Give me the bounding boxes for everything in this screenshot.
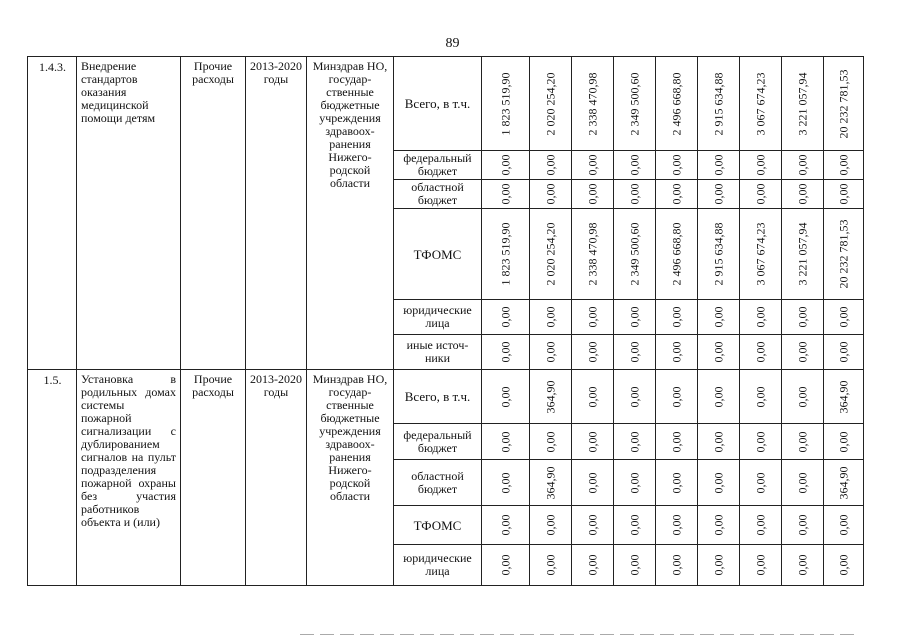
value-text: 0,00 [795, 341, 809, 363]
value-text: 0,00 [627, 341, 641, 363]
value-text: 0,00 [669, 431, 683, 452]
total-value-cell [824, 300, 864, 335]
year-value-cell [740, 506, 782, 545]
value-text: 0,00 [543, 154, 557, 176]
total-value-cell [824, 460, 864, 506]
total-value-cell [824, 209, 864, 300]
year-value-cell [656, 180, 698, 209]
year-value-cell [698, 300, 740, 335]
year-value-cell [698, 506, 740, 545]
value-text: 0,00 [711, 431, 725, 452]
year-value-cell [572, 424, 614, 460]
year-value-cell [614, 300, 656, 335]
implementation-period: 2013-2020 годы [246, 57, 307, 370]
item-number: 1.5. [28, 370, 77, 586]
year-value-cell [656, 370, 698, 424]
year-value-cell [782, 545, 824, 586]
year-value-cell [572, 335, 614, 370]
year-value-cell [530, 545, 572, 586]
value-text: 0,00 [543, 514, 557, 536]
year-value-cell [614, 180, 656, 209]
year-value-cell [782, 335, 824, 370]
executor: Минздрав НО, государ-ственные бюджетные учреждения здравоох-ранения Нижего-родской области [307, 57, 394, 370]
value-text: 0,00 [498, 514, 512, 536]
value-text: 364,90 [543, 466, 557, 499]
table-row [28, 57, 864, 151]
year-value-cell [614, 335, 656, 370]
year-value-cell [572, 370, 614, 424]
funding-source: юридические лица [394, 300, 482, 335]
item-name: Внедрение стандартов оказания медицинской помощи детям [77, 57, 181, 370]
value-text: 0,00 [585, 514, 599, 536]
year-value-cell [614, 151, 656, 180]
year-value-cell [698, 460, 740, 506]
value-text: 0,00 [585, 306, 599, 328]
year-value-cell [698, 424, 740, 460]
year-value-cell [482, 151, 530, 180]
year-value-cell [530, 335, 572, 370]
item-number: 1.4.3. [28, 57, 77, 370]
value-text: 20 232 781,53 [836, 219, 850, 289]
total-value-cell [824, 370, 864, 424]
year-value-cell [614, 370, 656, 424]
year-value-cell [482, 57, 530, 151]
year-value-cell [530, 460, 572, 506]
year-value-cell [656, 460, 698, 506]
value-text: 0,00 [498, 431, 512, 452]
value-text: 0,00 [585, 154, 599, 176]
value-text: 2 496 668,80 [669, 72, 683, 135]
value-text: 0,00 [711, 386, 725, 407]
year-value-cell [572, 180, 614, 209]
value-text: 1 823 519,90 [498, 222, 512, 286]
year-value-cell [572, 300, 614, 335]
value-text: 0,00 [795, 431, 809, 452]
total-value-cell [824, 151, 864, 180]
value-text: 2 915 634,88 [711, 222, 725, 286]
year-value-cell [572, 57, 614, 151]
year-value-cell [740, 545, 782, 586]
value-text: 0,00 [669, 554, 683, 576]
funding-source: юридические лица [394, 545, 482, 586]
value-text: 0,00 [836, 341, 850, 363]
value-text: 0,00 [711, 554, 725, 576]
year-value-cell [656, 151, 698, 180]
year-value-cell [782, 424, 824, 460]
value-text: 0,00 [711, 341, 725, 363]
funding-source: ТФОМС [394, 209, 482, 300]
value-text: 0,00 [669, 341, 683, 363]
year-value-cell [656, 506, 698, 545]
value-text: 0,00 [753, 154, 767, 176]
value-text: 0,00 [669, 472, 683, 493]
year-value-cell [614, 424, 656, 460]
total-value-cell [824, 506, 864, 545]
value-text: 0,00 [498, 306, 512, 328]
value-text: 0,00 [836, 554, 850, 576]
value-text: 0,00 [753, 183, 767, 205]
value-text: 0,00 [585, 431, 599, 452]
year-value-cell [740, 460, 782, 506]
value-text: 0,00 [753, 386, 767, 407]
funding-source: областной бюджет [394, 460, 482, 506]
value-text: 2 338 470,98 [585, 222, 599, 286]
year-value-cell [656, 57, 698, 151]
year-value-cell [698, 209, 740, 300]
year-value-cell [698, 57, 740, 151]
year-value-cell [614, 57, 656, 151]
value-text: 0,00 [627, 306, 641, 328]
value-text: 0,00 [753, 554, 767, 576]
year-value-cell [782, 151, 824, 180]
funding-source: областной бюджет [394, 180, 482, 209]
value-text: 2 915 634,88 [711, 72, 725, 135]
year-value-cell [740, 180, 782, 209]
value-text: 2 349 500,60 [627, 222, 641, 286]
value-text: 0,00 [836, 514, 850, 536]
value-text: 0,00 [627, 183, 641, 205]
year-value-cell [530, 180, 572, 209]
value-text: 0,00 [585, 472, 599, 493]
year-value-cell [740, 300, 782, 335]
total-value-cell [824, 424, 864, 460]
value-text: 2 338 470,98 [585, 72, 599, 135]
value-text: 0,00 [795, 154, 809, 176]
value-text: 0,00 [669, 306, 683, 328]
value-text: 0,00 [669, 514, 683, 536]
year-value-cell [740, 370, 782, 424]
executor: Минздрав НО, государ-ственные бюджетные учреждения здравоох-ранения Нижего-родской области [307, 370, 394, 586]
total-value-cell [824, 335, 864, 370]
value-text: 0,00 [498, 341, 512, 363]
year-value-cell [698, 151, 740, 180]
year-value-cell [698, 335, 740, 370]
year-value-cell [656, 335, 698, 370]
budget-table [27, 56, 864, 586]
value-text: 0,00 [543, 306, 557, 328]
year-value-cell [782, 460, 824, 506]
year-value-cell [482, 424, 530, 460]
year-value-cell [698, 545, 740, 586]
value-text: 0,00 [753, 431, 767, 452]
year-value-cell [482, 209, 530, 300]
value-text: 0,00 [543, 183, 557, 205]
value-text: 0,00 [836, 431, 850, 452]
value-text: 364,90 [836, 380, 850, 413]
value-text: 0,00 [711, 514, 725, 536]
value-text: 0,00 [627, 386, 641, 407]
year-value-cell [656, 424, 698, 460]
value-text: 0,00 [627, 554, 641, 576]
value-text: 0,00 [753, 472, 767, 493]
total-value-cell [824, 180, 864, 209]
value-text: 0,00 [627, 154, 641, 176]
value-text: 0,00 [711, 154, 725, 176]
funding-source: федеральный бюджет [394, 424, 482, 460]
funding-source: ТФОМС [394, 506, 482, 545]
value-text: 0,00 [585, 386, 599, 407]
value-text: 0,00 [795, 183, 809, 205]
value-text: 364,90 [836, 466, 850, 499]
value-text: 0,00 [753, 514, 767, 536]
year-value-cell [656, 209, 698, 300]
value-text: 0,00 [498, 554, 512, 576]
value-text: 0,00 [627, 472, 641, 493]
year-value-cell [782, 209, 824, 300]
year-value-cell [482, 370, 530, 424]
expense-type: Прочие расходы [181, 57, 246, 370]
year-value-cell [698, 180, 740, 209]
year-value-cell [530, 151, 572, 180]
value-text: 0,00 [498, 154, 512, 176]
value-text: 0,00 [498, 472, 512, 493]
value-text: 2 020 254,20 [543, 222, 557, 286]
value-text: 0,00 [795, 554, 809, 576]
year-value-cell [782, 57, 824, 151]
year-value-cell [740, 335, 782, 370]
value-text: 2 020 254,20 [543, 72, 557, 135]
value-text: 0,00 [669, 183, 683, 205]
value-text: 0,00 [836, 154, 850, 176]
year-value-cell [482, 180, 530, 209]
year-value-cell [572, 545, 614, 586]
scan-artifact-line [300, 634, 860, 635]
year-value-cell [530, 57, 572, 151]
value-text: 0,00 [543, 554, 557, 576]
value-text: 3 221 057,94 [795, 222, 809, 286]
funding-source: федеральный бюджет [394, 151, 482, 180]
value-text: 0,00 [753, 341, 767, 363]
year-value-cell [482, 460, 530, 506]
value-text: 0,00 [711, 306, 725, 328]
year-value-cell [740, 424, 782, 460]
funding-source: Всего, в т.ч. [394, 57, 482, 151]
year-value-cell [572, 151, 614, 180]
funding-source: иные источ-ники [394, 335, 482, 370]
total-value-cell [824, 57, 864, 151]
year-value-cell [698, 370, 740, 424]
value-text: 0,00 [711, 472, 725, 493]
funding-source: Всего, в т.ч. [394, 370, 482, 424]
year-value-cell [530, 209, 572, 300]
value-text: 0,00 [753, 306, 767, 328]
value-text: 0,00 [795, 472, 809, 493]
year-value-cell [482, 335, 530, 370]
value-text: 0,00 [543, 431, 557, 452]
year-value-cell [614, 209, 656, 300]
year-value-cell [530, 370, 572, 424]
year-value-cell [482, 300, 530, 335]
value-text: 0,00 [543, 341, 557, 363]
year-value-cell [482, 506, 530, 545]
year-value-cell [782, 180, 824, 209]
value-text: 0,00 [711, 183, 725, 205]
value-text: 0,00 [627, 431, 641, 452]
value-text: 3 221 057,94 [795, 72, 809, 135]
value-text: 0,00 [669, 386, 683, 407]
value-text: 0,00 [795, 306, 809, 328]
year-value-cell [740, 57, 782, 151]
year-value-cell [782, 300, 824, 335]
value-text: 0,00 [585, 341, 599, 363]
value-text: 2 496 668,80 [669, 222, 683, 286]
value-text: 364,90 [543, 380, 557, 413]
total-value-cell [824, 545, 864, 586]
value-text: 2 349 500,60 [627, 72, 641, 135]
value-text: 3 067 674,23 [753, 222, 767, 286]
table-row [28, 370, 864, 424]
value-text: 20 232 781,53 [836, 69, 850, 138]
value-text: 0,00 [627, 514, 641, 536]
year-value-cell [614, 506, 656, 545]
year-value-cell [572, 460, 614, 506]
year-value-cell [614, 460, 656, 506]
value-text: 0,00 [836, 306, 850, 328]
year-value-cell [614, 545, 656, 586]
value-text: 3 067 674,23 [753, 72, 767, 135]
item-name: Установка в родильных домах системы пожарной сигнализации с дублированием сигналов на пульт подразделения пожарной охраны без участия работников объекта и (или) [77, 370, 181, 586]
year-value-cell [782, 370, 824, 424]
value-text: 0,00 [836, 183, 850, 205]
implementation-period: 2013-2020 годы [246, 370, 307, 586]
value-text: 0,00 [585, 183, 599, 205]
value-text: 0,00 [585, 554, 599, 576]
year-value-cell [572, 506, 614, 545]
value-text: 0,00 [498, 386, 512, 407]
year-value-cell [572, 209, 614, 300]
year-value-cell [740, 209, 782, 300]
value-text: 0,00 [669, 154, 683, 176]
year-value-cell [740, 151, 782, 180]
year-value-cell [530, 506, 572, 545]
value-text: 0,00 [795, 386, 809, 407]
year-value-cell [530, 300, 572, 335]
year-value-cell [530, 424, 572, 460]
value-text: 0,00 [498, 183, 512, 205]
value-text: 0,00 [795, 514, 809, 536]
page-number: 89 [445, 36, 460, 51]
value-text: 1 823 519,90 [498, 72, 512, 135]
expense-type: Прочие расходы [181, 370, 246, 586]
year-value-cell [782, 506, 824, 545]
year-value-cell [656, 545, 698, 586]
year-value-cell [482, 545, 530, 586]
year-value-cell [656, 300, 698, 335]
